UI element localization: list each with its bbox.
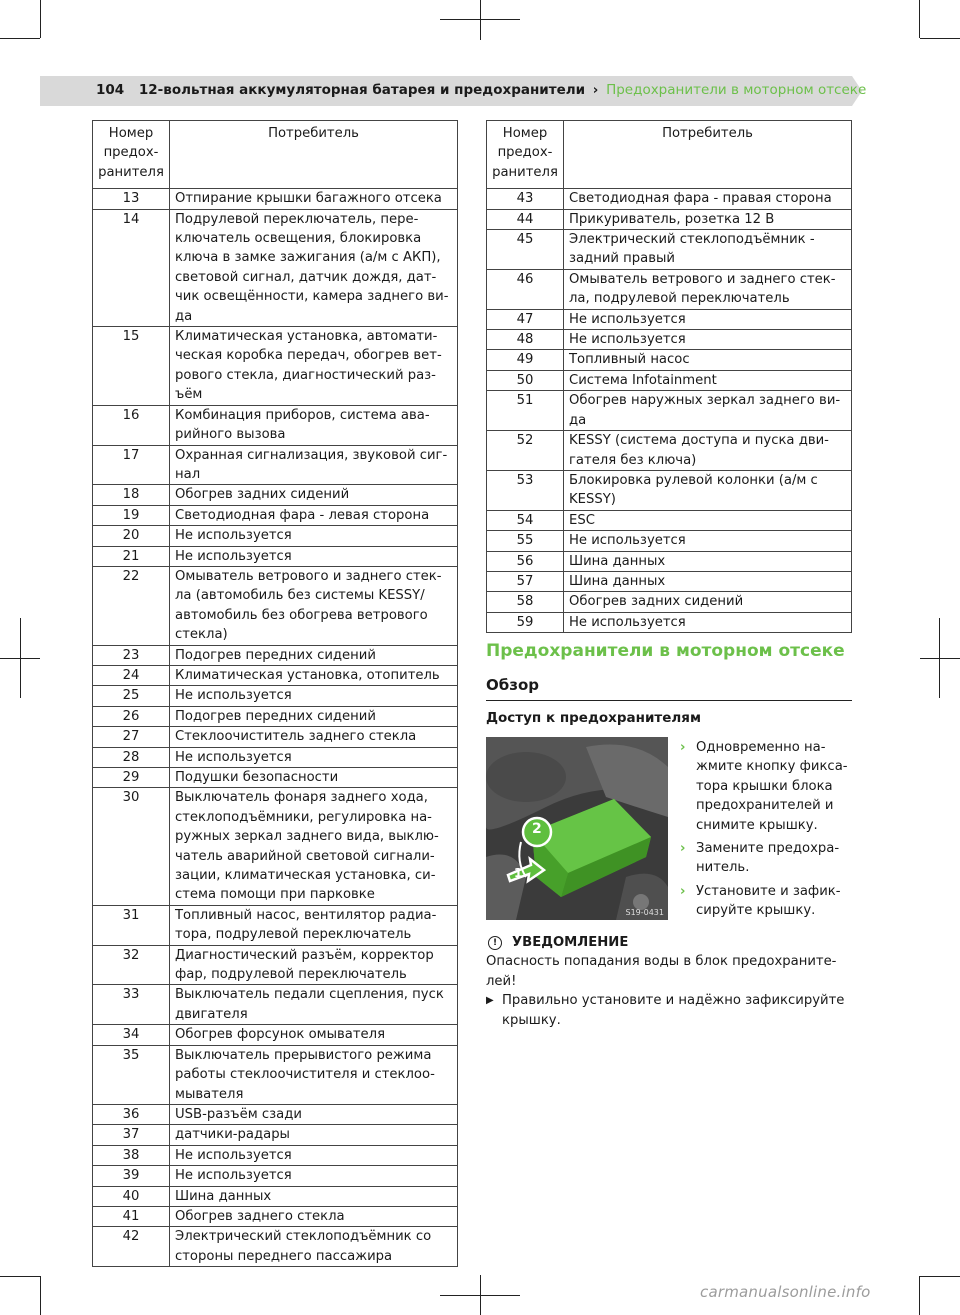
fuse-consumer: Не используется <box>170 546 458 566</box>
crop-mark <box>480 0 481 40</box>
fuse-number: 16 <box>93 405 170 445</box>
fuse-consumer: Обогрев задних сидений <box>170 485 458 505</box>
table-row <box>487 330 852 350</box>
fuse-consumer: Не используется <box>170 526 458 546</box>
fuse-consumer: Шина данных <box>170 1186 458 1206</box>
notice-heading <box>486 933 852 952</box>
table-row <box>487 571 852 591</box>
figure-label-1: 1 <box>514 866 523 880</box>
crop-mark <box>480 1275 481 1315</box>
crop-mark <box>919 1276 920 1315</box>
table-row <box>93 1206 458 1226</box>
fuse-consumer: Не используется <box>564 531 852 551</box>
table-row <box>93 327 458 406</box>
table-row <box>93 526 458 546</box>
notice-title: УВЕДОМЛЕНИЕ <box>512 935 629 950</box>
fuse-number: 24 <box>93 665 170 685</box>
fuse-number: 40 <box>93 1186 170 1206</box>
fuse-number: 43 <box>487 189 564 209</box>
fuse-number: 37 <box>93 1125 170 1145</box>
fuse-consumer: Подогрев передних сидений <box>170 645 458 665</box>
fuse-consumer: Шина данных <box>564 571 852 591</box>
table-row <box>93 945 458 985</box>
fuse-number: 19 <box>93 505 170 525</box>
fuse-number: 17 <box>93 445 170 485</box>
table-row <box>93 686 458 706</box>
fuse-number: 26 <box>93 706 170 726</box>
fuse-consumer: USB-разъём сзади <box>170 1104 458 1124</box>
step-text: Установите и зафик-сируйте крышку. <box>696 883 841 919</box>
table-row <box>487 209 852 229</box>
fuse-consumer: Не используется <box>564 612 852 632</box>
fuse-consumer: Не используется <box>170 686 458 706</box>
notice-text: Опасность попадания воды в блок предохраните-лей! <box>486 954 837 989</box>
fuse-number: 50 <box>487 370 564 390</box>
crop-mark <box>0 1276 40 1277</box>
fuse-number: 14 <box>93 209 170 326</box>
table-row <box>93 665 458 685</box>
fuse-number: 54 <box>487 510 564 530</box>
fuse-box-illustration <box>486 737 668 920</box>
list-item <box>680 839 852 878</box>
fuse-number: 13 <box>93 189 170 209</box>
table-row <box>93 727 458 747</box>
table-row <box>93 405 458 445</box>
fuse-number: 36 <box>93 1104 170 1124</box>
fuse-box-photo <box>486 737 668 920</box>
page-number: 104 <box>96 82 125 98</box>
fuse-consumer: Омыватель ветрового и заднего стек-ла, подрулевой переключатель <box>564 269 852 309</box>
fuse-consumer: ESC <box>564 510 852 530</box>
figure-label-2: 2 <box>532 821 542 837</box>
bullet-triangle-icon: ▶ <box>486 995 494 1007</box>
step-marker: › <box>680 883 686 899</box>
fuse-number: 34 <box>93 1025 170 1045</box>
table-row <box>487 551 852 571</box>
access-title: Доступ к предохранителям <box>486 710 701 726</box>
table-row <box>93 747 458 767</box>
table-row <box>487 531 852 551</box>
subsection-title: Обзор <box>486 676 852 701</box>
crop-mark <box>920 1276 960 1277</box>
fuse-consumer: Электрический стеклоподъёмник - задний правый <box>564 230 852 270</box>
fuse-number: 57 <box>487 571 564 591</box>
table-row <box>93 645 458 665</box>
fuse-number: 35 <box>93 1045 170 1104</box>
fuse-number: 30 <box>93 788 170 905</box>
table-row <box>93 209 458 326</box>
crop-mark <box>0 38 40 39</box>
fuse-number: 25 <box>93 686 170 706</box>
fuse-number: 23 <box>93 645 170 665</box>
fuse-consumer: Подрулевой переключатель, пере-ключатель освещения, блокировка ключа в замке зажигания (а/м с АКП), световой сигнал, датчик дождя, дат-чик освещённости, камера заднего ви-да <box>170 209 458 326</box>
table-row <box>93 566 458 645</box>
breadcrumb-separator: › <box>592 82 599 98</box>
crop-mark <box>919 0 920 38</box>
fuse-number: 41 <box>93 1206 170 1226</box>
breadcrumb-section[interactable]: Предохранители в моторном отсеке <box>606 82 867 98</box>
step-marker: › <box>680 841 686 857</box>
table-row <box>487 431 852 471</box>
fuse-consumer: Электрический стеклоподъёмник со стороны переднего пассажира <box>170 1227 458 1267</box>
fuse-table-right <box>486 120 852 633</box>
watermark: carmanualsonline.info <box>700 1283 871 1301</box>
fuse-table-left <box>92 120 458 1267</box>
fuse-consumer: Не используется <box>564 330 852 350</box>
table-row <box>93 1104 458 1124</box>
table-row <box>93 1145 458 1165</box>
table-row <box>487 612 852 632</box>
table-header-row <box>487 121 852 189</box>
fuse-number: 56 <box>487 551 564 571</box>
list-item <box>680 738 852 835</box>
crop-mark <box>20 618 21 698</box>
fuse-consumer: Блокировка рулевой колонки (а/м с KESSY) <box>564 470 852 510</box>
fuse-number: 55 <box>487 531 564 551</box>
notice-box <box>486 933 852 1030</box>
figure-code: S19-0431 <box>625 908 664 917</box>
fuse-number: 18 <box>93 485 170 505</box>
table-row <box>93 445 458 485</box>
breadcrumb-chapter[interactable]: 12-вольтная аккумуляторная батарея и предохранители <box>138 82 586 98</box>
crop-mark <box>920 38 960 39</box>
table-row <box>93 905 458 945</box>
fuse-number: 22 <box>93 566 170 645</box>
column-header-number: Номер предох-ранителя <box>93 121 170 189</box>
warning-icon: ! <box>488 936 502 950</box>
fuse-number: 44 <box>487 209 564 229</box>
table-row <box>487 269 852 309</box>
fuse-consumer: Подушки безопасности <box>170 768 458 788</box>
table-row <box>93 1125 458 1145</box>
fuse-consumer: Шина данных <box>564 551 852 571</box>
table-row <box>487 350 852 370</box>
table-row <box>93 505 458 525</box>
fuse-number: 32 <box>93 945 170 985</box>
table-row <box>93 546 458 566</box>
fuse-consumer: Топливный насос, вентилятор радиа-тора, подрулевой переключатель <box>170 905 458 945</box>
table-row <box>487 370 852 390</box>
fuse-number: 33 <box>93 985 170 1025</box>
fuse-consumer: Система Infotainment <box>564 370 852 390</box>
table-row <box>93 485 458 505</box>
fuse-number: 59 <box>487 612 564 632</box>
table-row <box>487 309 852 329</box>
column-header-consumer: Потребитель <box>564 121 852 189</box>
table-row <box>487 230 852 270</box>
page-header <box>96 82 866 98</box>
fuse-consumer: Выключатель фонаря заднего хода, стеклоподъёмники, регулировка на-ружных зеркал заднего вида, выклю-чатель аварийной световой сигнали-зации, климатическая установка, си-стема помощи при парковке <box>170 788 458 905</box>
crop-mark <box>40 0 41 38</box>
crop-mark <box>920 658 960 659</box>
fuse-number: 29 <box>93 768 170 788</box>
fuse-consumer: Не используется <box>564 309 852 329</box>
table-row <box>487 592 852 612</box>
section-title: Предохранители в моторном отсеке <box>486 641 845 661</box>
notice-action <box>486 991 852 1030</box>
table-row <box>93 189 458 209</box>
list-item <box>680 882 852 921</box>
table-row <box>487 391 852 431</box>
fuse-consumer: Не используется <box>170 747 458 767</box>
fuse-number: 20 <box>93 526 170 546</box>
fuse-consumer: Диагностический разъём, корректор фар, подрулевой переключатель <box>170 945 458 985</box>
table-row <box>487 510 852 530</box>
fuse-number: 42 <box>93 1227 170 1267</box>
column-header-number: Номер предох-ранителя <box>487 121 564 189</box>
table-header-row <box>93 121 458 189</box>
fuse-number: 27 <box>93 727 170 747</box>
fuse-consumer: Обогрев форсунок омывателя <box>170 1025 458 1045</box>
fuse-number: 46 <box>487 269 564 309</box>
fuse-consumer: Охранная сигнализация, звуковой сиг-нал <box>170 445 458 485</box>
fuse-number: 48 <box>487 330 564 350</box>
fuse-number: 38 <box>93 1145 170 1165</box>
fuse-consumer: Выключатель прерывистого режима работы стеклоочистителя и стеклоо-мывателя <box>170 1045 458 1104</box>
fuse-number: 15 <box>93 327 170 406</box>
fuse-consumer: Климатическая установка, автомати-ческая коробка передач, обогрев вет-рового стекла, диагностический раз-ъём <box>170 327 458 406</box>
fuse-number: 49 <box>487 350 564 370</box>
table-row <box>93 985 458 1025</box>
fuse-consumer: Топливный насос <box>564 350 852 370</box>
table-body <box>93 189 458 1267</box>
table-row <box>487 189 852 209</box>
table-row <box>93 768 458 788</box>
fuse-number: 45 <box>487 230 564 270</box>
fuse-consumer: Светодиодная фара - правая сторона <box>564 189 852 209</box>
fuse-consumer: Светодиодная фара - левая сторона <box>170 505 458 525</box>
fuse-number: 21 <box>93 546 170 566</box>
fuse-consumer: Не используется <box>170 1166 458 1186</box>
fuse-consumer: Обогрев наружных зеркал заднего ви-да <box>564 391 852 431</box>
table-row <box>93 788 458 905</box>
table-row <box>93 1025 458 1045</box>
table-row <box>93 1227 458 1267</box>
table-row <box>93 706 458 726</box>
fuse-consumer: KESSY (система доступа и пуска дви-гателя без ключа) <box>564 431 852 471</box>
fuse-consumer: Отпирание крышки багажного отсека <box>170 189 458 209</box>
table-row <box>487 470 852 510</box>
table-body <box>487 189 852 633</box>
step-text: Одновременно на-жмите кнопку фикса-тора крышки блока предохранителей и снимите крышку. <box>696 740 848 833</box>
fuse-number: 28 <box>93 747 170 767</box>
fuse-number: 58 <box>487 592 564 612</box>
instruction-steps <box>680 738 852 925</box>
fuse-number: 31 <box>93 905 170 945</box>
fuse-number: 53 <box>487 470 564 510</box>
table-row <box>93 1166 458 1186</box>
fuse-consumer: Стеклоочиститель заднего стекла <box>170 727 458 747</box>
step-text: Замените предохра-нитель. <box>696 841 840 876</box>
fuse-consumer: Обогрев задних сидений <box>564 592 852 612</box>
fuse-number: 52 <box>487 431 564 471</box>
table-row <box>93 1045 458 1104</box>
column-header-consumer: Потребитель <box>170 121 458 189</box>
fuse-consumer: Прикуриватель, розетка 12 В <box>564 209 852 229</box>
step-marker: › <box>680 740 686 755</box>
fuse-consumer: Подогрев передних сидений <box>170 706 458 726</box>
fuse-number: 39 <box>93 1166 170 1186</box>
table-row <box>93 1186 458 1206</box>
fuse-number: 47 <box>487 309 564 329</box>
fuse-consumer: Омыватель ветрового и заднего стек-ла (автомобиль без системы KESSY/ автомобиль без обогрева ветрового стекла) <box>170 566 458 645</box>
fuse-consumer: Комбинация приборов, система ава-рийного вызова <box>170 405 458 445</box>
fuse-consumer: Не используется <box>170 1145 458 1165</box>
fuse-consumer: датчики-радары <box>170 1125 458 1145</box>
fuse-consumer: Выключатель педали сцепления, пуск двигателя <box>170 985 458 1025</box>
crop-mark <box>939 618 940 698</box>
fuse-consumer: Обогрев заднего стекла <box>170 1206 458 1226</box>
crop-mark <box>40 1276 41 1315</box>
notice-action-text: Правильно установите и надёжно зафиксируйте крышку. <box>502 993 845 1028</box>
fuse-consumer: Климатическая установка, отопитель <box>170 665 458 685</box>
fuse-number: 51 <box>487 391 564 431</box>
